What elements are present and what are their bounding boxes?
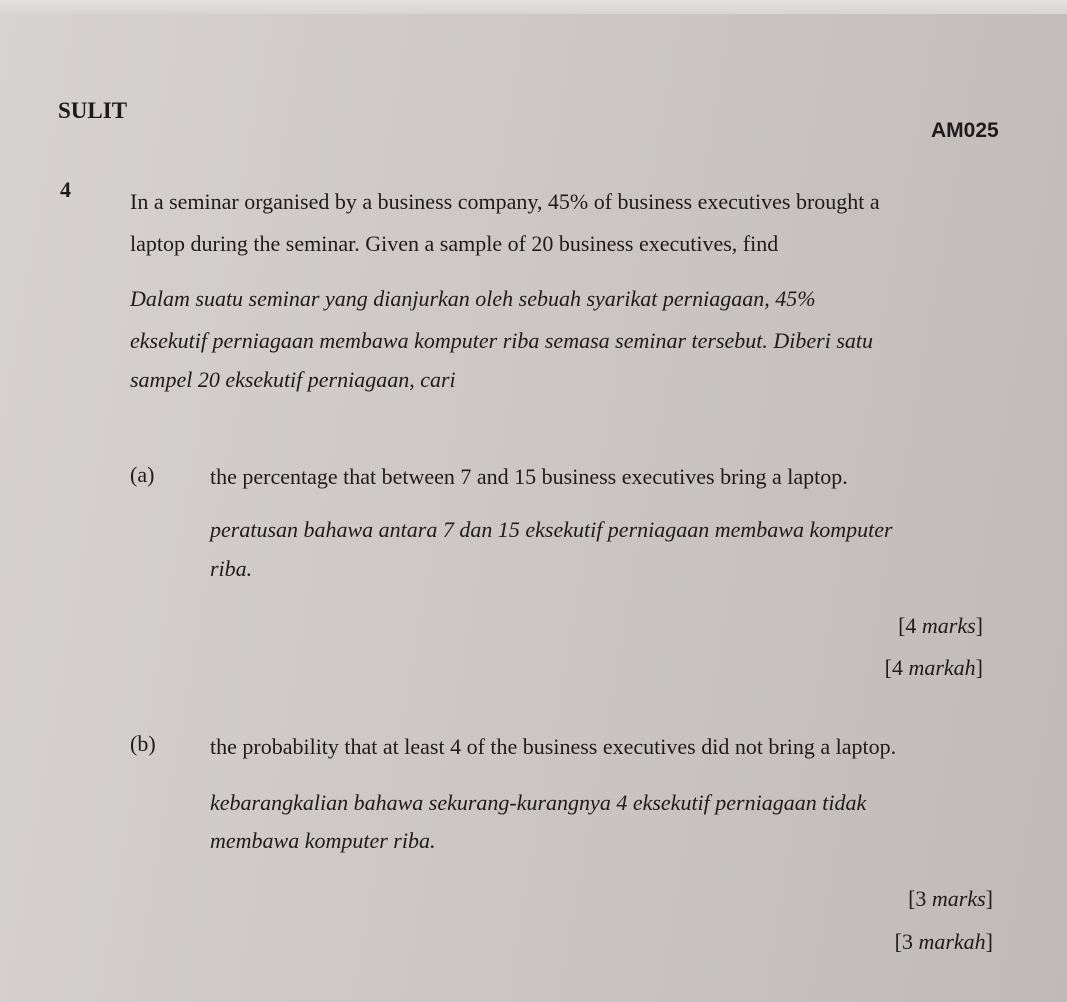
page-top-edge (0, 0, 1067, 14)
part-a-markah-word: markah (908, 655, 976, 680)
part-b-marks-english: [3 marks] (908, 886, 993, 911)
part-b-label: (b) (130, 731, 156, 756)
part-a-label: (a) (130, 462, 155, 487)
part-b-marks-malay: [3 markah] (894, 929, 993, 954)
part-a-marks-english: [4 marks] (898, 613, 983, 638)
part-b-marks-word: marks (931, 886, 986, 911)
part-b-malay-line-2: membawa komputer riba. (210, 828, 436, 853)
part-b-english: the probability that at least 4 of the business executives did not bring a laptop. (210, 734, 897, 759)
part-b-malay-line-1: kebarangkalian bahawa sekurang-kurangnya 4 eksekutif perniagaan tidak (210, 790, 867, 815)
part-a-markah-number: 4 (891, 655, 903, 680)
header-sulit: SULIT (58, 98, 128, 123)
question-english-line-2: laptop during the seminar. Given a sample of 20 business executives, find (130, 231, 779, 256)
part-a-malay-line-1: peratusan bahawa antara 7 dan 15 eksekutif perniagaan membawa komputer (210, 517, 893, 542)
question-english-line-1: In a seminar organised by a business company, 45% of business executives brought a (130, 189, 880, 214)
question-malay-line-3: sampel 20 eksekutif perniagaan, cari (130, 367, 456, 392)
part-b-markah-word: markah (918, 929, 986, 954)
part-a-malay-line-2: riba. (210, 556, 253, 581)
part-a-marks-number: 4 (905, 613, 917, 638)
question-number: 4 (60, 177, 71, 202)
question-malay-line-1: Dalam suatu seminar yang dianjurkan oleh sebuah syarikat perniagaan, 45% (130, 286, 816, 311)
part-a-marks-word: marks (921, 613, 976, 638)
header-course-code: AM025 (931, 119, 999, 142)
part-b-markah-number: 3 (901, 929, 913, 954)
part-b-marks-number: 3 (915, 886, 927, 911)
part-a-english: the percentage that between 7 and 15 business executives bring a laptop. (210, 464, 848, 489)
part-a-marks-malay: [4 markah] (884, 655, 983, 680)
question-malay-line-2: eksekutif perniagaan membawa komputer riba semasa seminar tersebut. Diberi satu (130, 328, 874, 353)
